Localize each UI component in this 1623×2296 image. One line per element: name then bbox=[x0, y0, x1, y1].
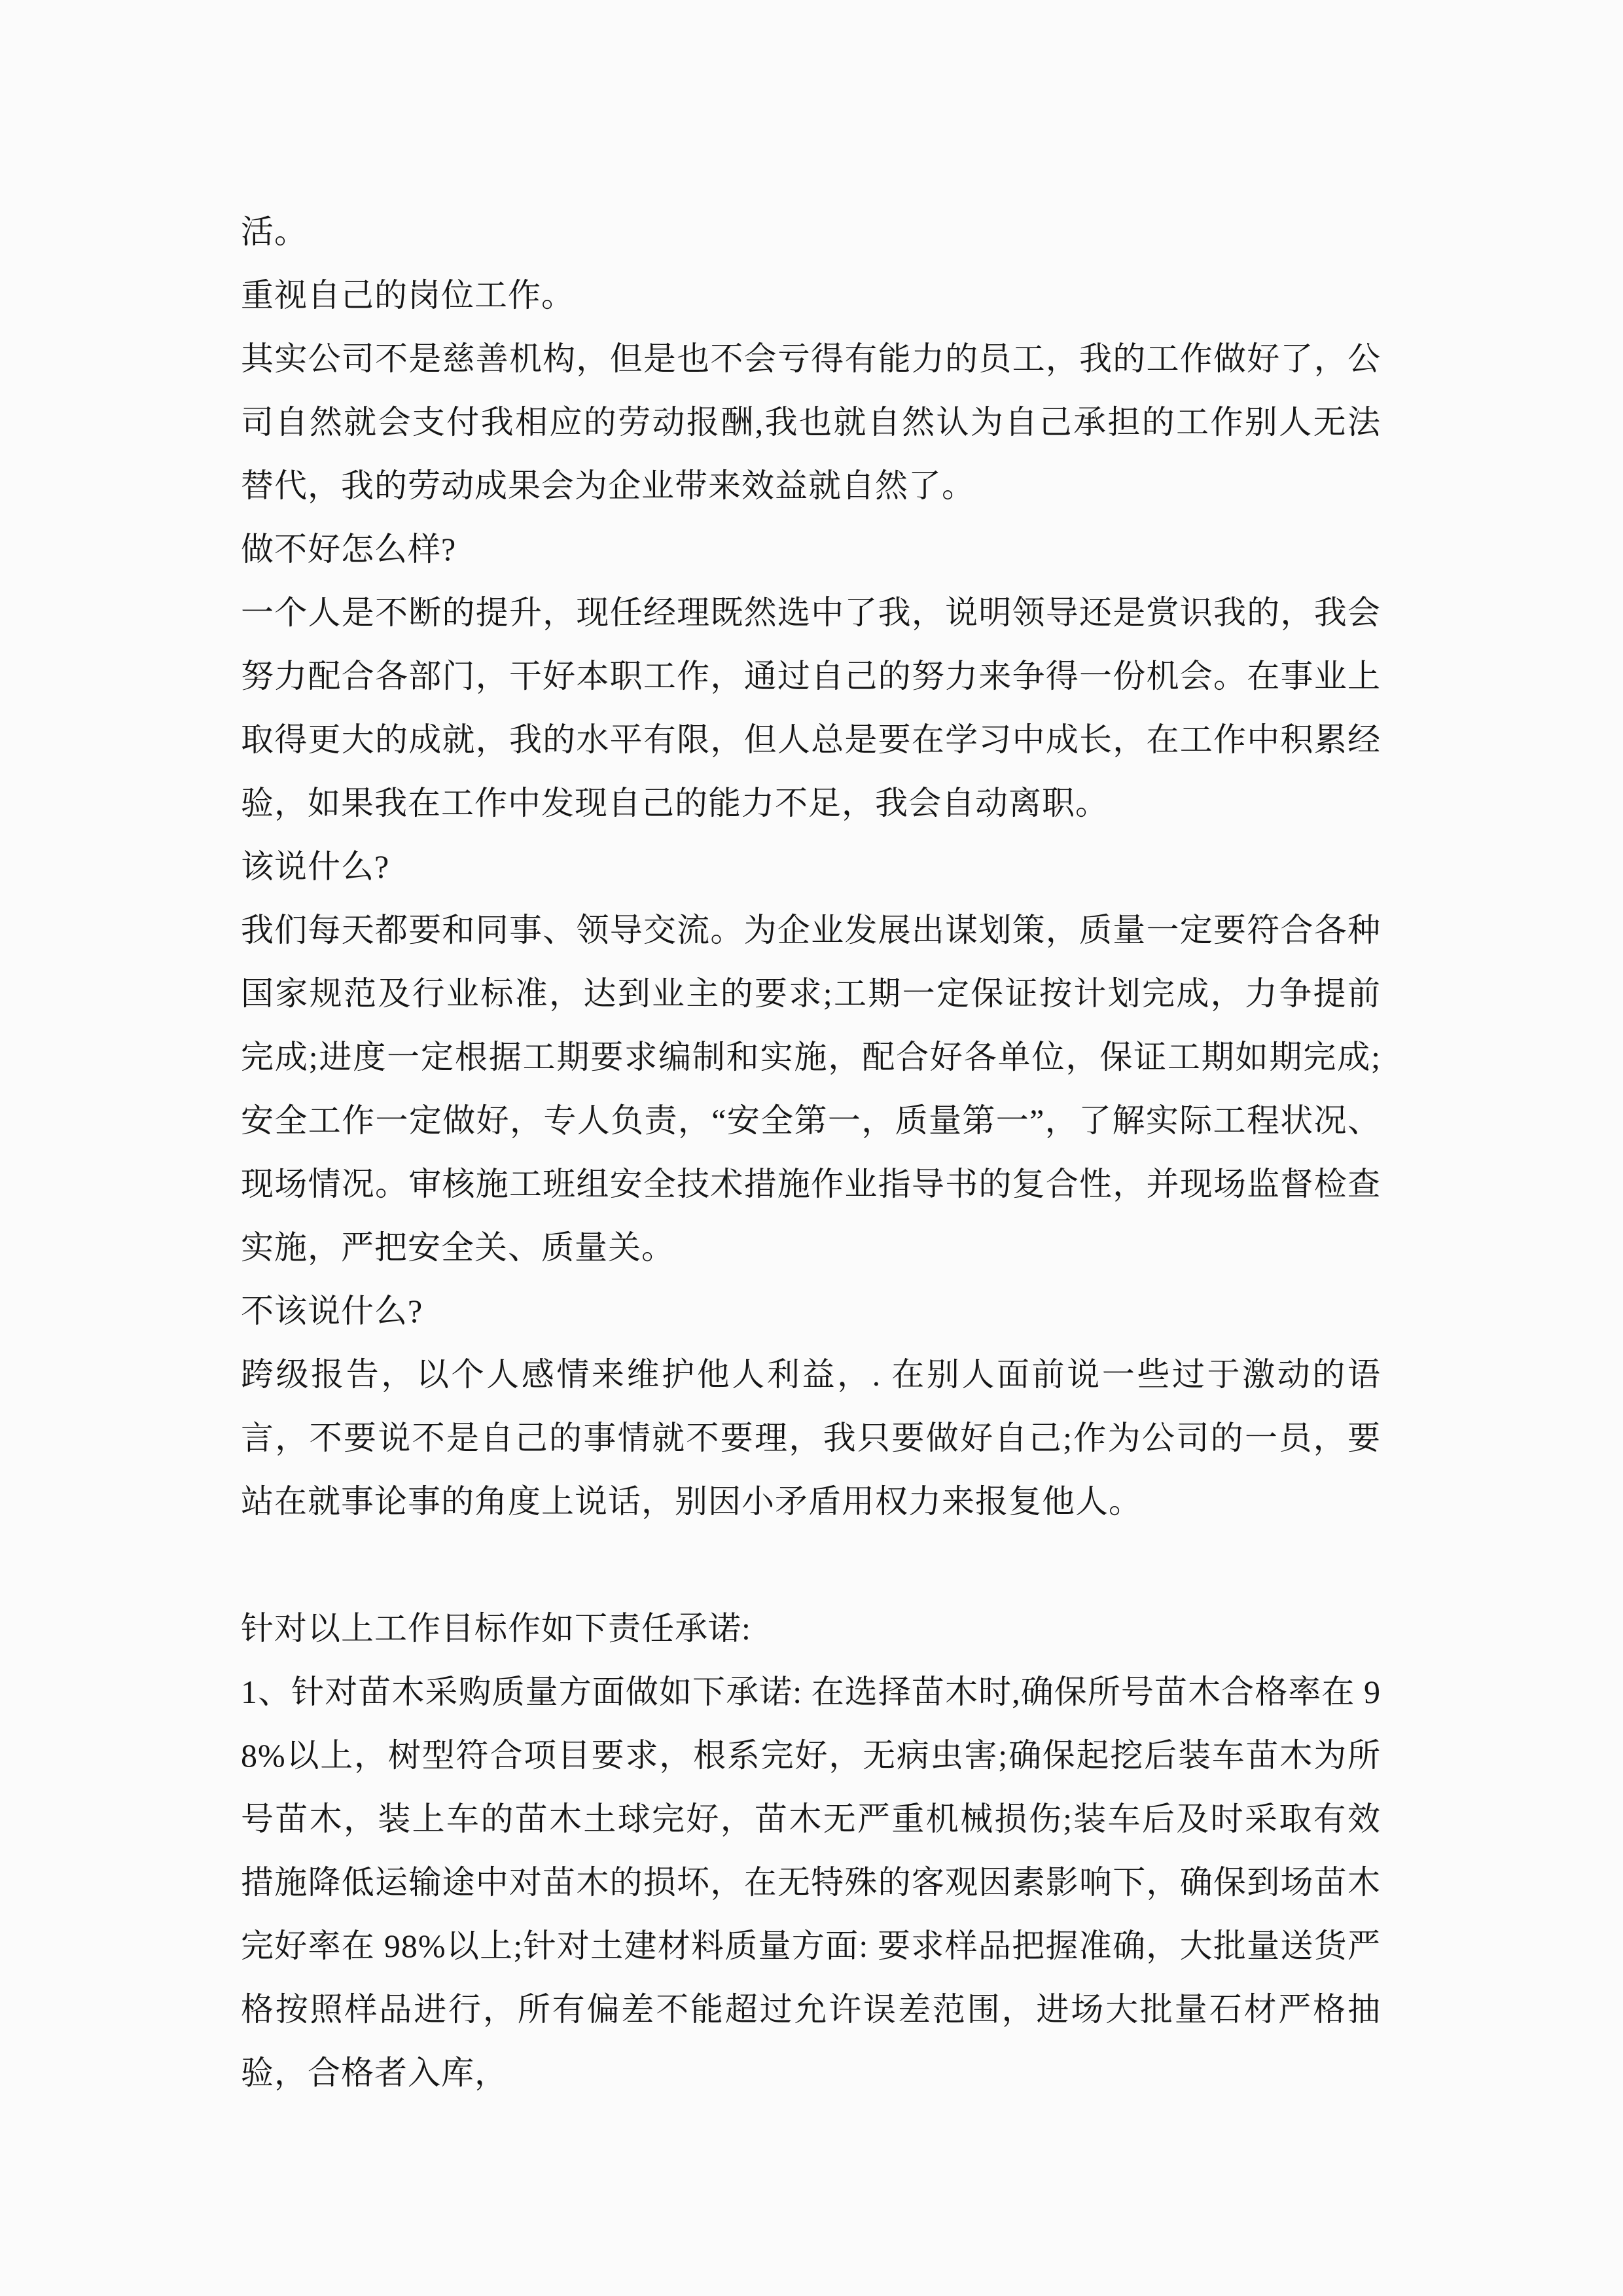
blank-line bbox=[241, 1534, 1381, 1597]
paragraph-question: 不该说什么? bbox=[241, 1293, 423, 1329]
paragraph-heading: 针对以上工作目标作如下责任承诺: bbox=[241, 1610, 751, 1647]
paragraph: 重视自己的岗位工作。 bbox=[241, 277, 575, 314]
paragraph: 一个人是不断的提升，现任经理既然选中了我，说明领导还是赏识我的，我会努力配合各部门，干好本职工作，通过自己的努力来争得一份机会。在事业上取得更大的成就，我的水平有限，但人总是要在学习中成长，在工作中积累经验，如果我在工作中发现自己的能力不足，我会自动离职。 bbox=[241, 594, 1381, 821]
paragraph-list-item: 1、针对苗木采购质量方面做如下承诺: 在选择苗木时,确保所号苗木合格率在 98%以上，树型符合项目要求，根系完好，无病虫害;确保起挖后装车苗木为所号苗木，装上车的苗木土球完好，苗木无严重机械损伤;装车后及时采取有效措施降低运输途中对苗木的损坏，在无特殊的客观因素影响下，确保到场苗木完好率在 98%以上;针对土建材料质量方面: 要求样品把握准确，大批量送货严格按照样品进行，所有偏差不能超过允许误差范围，进场大批量石材严格抽验，合格者入库， bbox=[241, 1674, 1381, 2091]
paragraph: 跨级报告，以个人感情来维护他人利益，. 在别人面前说一些过于激动的语言，不要说不是自己的事情就不要理，我只要做好自己;作为公司的一员，要站在就事论事的角度上说话，别因小矛盾用权力来报复他人。 bbox=[241, 1356, 1381, 1520]
paragraph: 我们每天都要和同事、领导交流。为企业发展出谋划策，质量一定要符合各种国家规范及行业标准，达到业主的要求;工期一定保证按计划完成，力争提前完成;进度一定根据工期要求编制和实施，配合好各单位，保证工期如期完成;安全工作一定做好，专人负责，“安全第一，质量第一”，了解实际工程状况、现场情况。审核施工班组安全技术措施作业指导书的复合性，并现场监督检查实施，严把安全关、质量关。 bbox=[241, 912, 1381, 1266]
paragraph: 活。 bbox=[241, 213, 308, 250]
paragraph-question: 做不好怎么样? bbox=[241, 531, 457, 567]
paragraph: 其实公司不是慈善机构，但是也不会亏得有能力的员工，我的工作做好了，公司自然就会支付我相应的劳动报酬,我也就自然认为自己承担的工作别人无法替代，我的劳动成果会为企业带来效益就自然了。 bbox=[241, 340, 1381, 504]
document-text-block bbox=[241, 200, 1381, 2105]
paragraph-question: 该说什么? bbox=[241, 848, 390, 885]
